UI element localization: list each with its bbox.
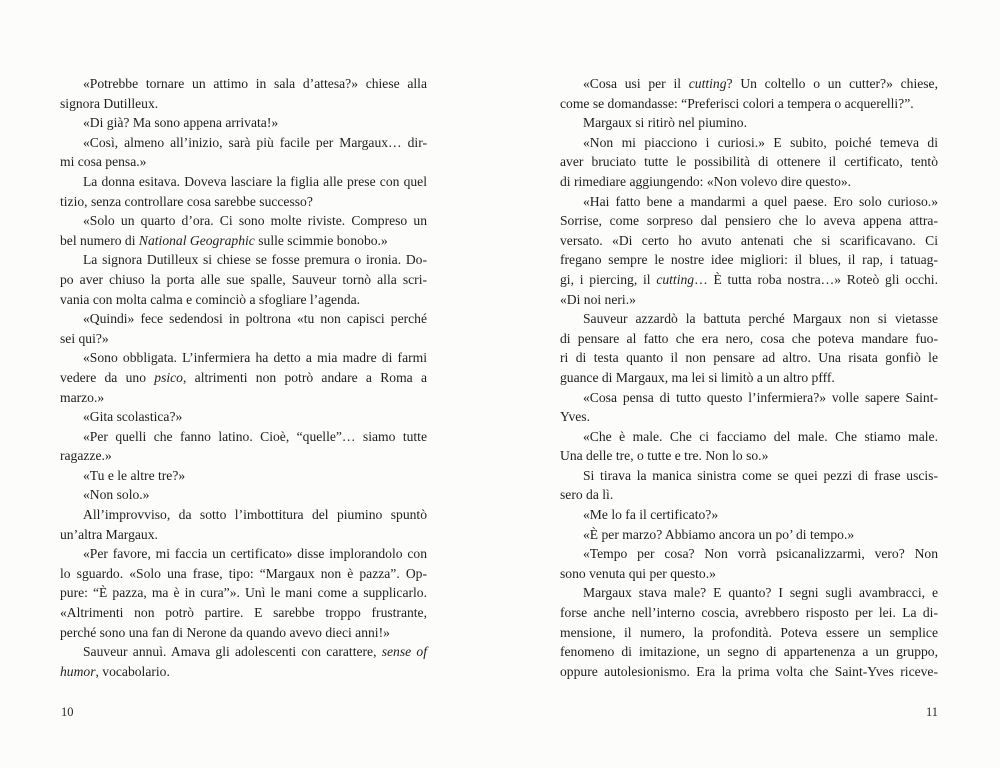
paragraph (560, 74, 938, 113)
text-line: «Me lo fa il certificato?» (583, 507, 719, 523)
text-line: signora Dutilleux. (60, 95, 159, 111)
paragraph (560, 466, 938, 505)
text-line: aver bruciato tutte le possibilità di ottenere il certificato, tentò (560, 154, 938, 170)
text-line: sono venuta qui per questo.» (560, 565, 716, 581)
paragraph (60, 250, 427, 309)
text-line: humor, vocabolario. (60, 663, 170, 679)
text-line: pure: “È pazza, ma è in cura”». Unì le mani come a supplicarlo. (60, 585, 427, 601)
paragraph (60, 211, 427, 250)
paragraph (60, 309, 427, 348)
text-line: di pensare al fatto che era nero, cosa che poteva mandare fuo- (560, 330, 938, 346)
text-line: gi, i piercing, il cutting… È tutta roba nostra…» Roteò gli occhi. (560, 271, 938, 287)
text-line: Yves. (560, 409, 590, 425)
paragraph (60, 427, 427, 466)
text-line: «Per favore, mi faccia un certificato» disse implorandolo con (83, 546, 427, 562)
book-page-left-text (60, 74, 427, 681)
text-line: versato. «Di certo ho avuto antenati che si scarificavano. Ci (560, 232, 938, 248)
text-line: guance di Margaux, ma lei si limitò a un altro pfff. (560, 369, 835, 385)
text-line: Margaux si ritirò nel piumino. (583, 115, 747, 131)
text-line: Sauveur azzardò la battuta perché Margaux non si vietasse (583, 311, 938, 327)
text-line: ragazze.» (60, 448, 112, 464)
text-line: Sauveur annuì. Amava gli adolescenti con carattere, sense of (83, 644, 428, 660)
paragraph (60, 348, 427, 407)
paragraph (560, 309, 938, 387)
text-line: Sorrise, come sorpreso dal pensiero che lo aveva appena attra- (560, 213, 938, 229)
paragraph (60, 485, 427, 505)
italic-text: sense of (381, 644, 428, 660)
text-line: un’altra Margaux. (60, 526, 158, 542)
text-line: «Cosa usi per il cutting? Un coltello o un cutter?» chiese, (583, 76, 938, 91)
text-line: «Potrebbe tornare un attimo in sala d’attesa?» chiese alla (83, 76, 427, 91)
text-line: fenomeno di imitazione, un segno di appartenenza a un gruppo, (560, 644, 938, 660)
paragraph (60, 113, 427, 133)
text-line: La donna esitava. Doveva lasciare la figlia alle prese con quel (83, 173, 427, 189)
text-line: «Tu e le altre tre?» (83, 467, 186, 483)
text-line: oppure autolesionismo. Era la prima volta che Saint-Yves riceve- (560, 663, 938, 679)
paragraph (560, 505, 938, 525)
italic-text: cutting (656, 271, 695, 287)
page-number-left: 10 (61, 705, 74, 719)
italic-text: psico (154, 369, 183, 385)
paragraph (560, 133, 938, 192)
text-line: po aver chiuso la porta alle sue spalle, Sauveur tornò alla scri- (60, 271, 427, 287)
text-line: perché sono una fan di Nerone da quando avevo dieci anni!» (60, 624, 390, 640)
paragraph (560, 388, 938, 427)
text-line: All’improvviso, da sotto l’imbottitura del piumino spuntò (83, 507, 427, 523)
italic-text: National Geographic (138, 232, 255, 248)
text-line: «Solo un quarto d’ora. Ci sono molte riviste. Compreso un (83, 213, 427, 229)
text-line: «Non solo.» (83, 487, 150, 503)
paragraph (60, 544, 427, 642)
paragraph (60, 505, 427, 544)
text-line: Una delle tre, o tutte e tre. Non lo so.» (560, 448, 769, 464)
text-line: come se domandasse: “Preferisci colori a tempera o acquerelli?”. (560, 95, 914, 111)
paragraph (60, 407, 427, 427)
paragraph (60, 642, 427, 681)
paragraph (560, 427, 938, 466)
text-line: «Per quelli che fanno latino. Cioè, “quelle”… siamo tutte (83, 428, 427, 444)
text-line: forse anche nell’interno coscia, avrebbero risposto per lei. La di- (560, 605, 938, 621)
text-line: vania con molta calma e cominciò a sfogliare l’agenda. (60, 291, 361, 307)
text-line: bel numero di National Geographic sulle scimmie bonobo.» (60, 232, 388, 248)
text-line: «Hai fatto bene a mandarmi a quel paese. Ero solo curioso.» (583, 193, 938, 209)
text-line: vedere da uno psico, altrimenti non potrò andare a Roma a (60, 369, 428, 385)
paragraph (60, 74, 427, 113)
text-line: mensione, il numero, la profondità. Poteva essere un semplice (560, 624, 938, 640)
paragraph (560, 583, 938, 681)
text-line: «Quindi» fece sedendosi in poltrona «tu non capisci perché (83, 311, 427, 327)
text-line: «È per marzo? Abbiamo ancora un po’ di tempo.» (583, 526, 855, 542)
text-line: «Sono obbligata. L’infermiera ha detto a mia madre di farmi (83, 350, 427, 366)
text-line: fregano sempre le nostre idee migliori: il blues, il rap, i tatuag- (560, 252, 938, 268)
paragraph (60, 172, 427, 211)
text-line: «Altrimenti non potrò partire. E sarebbe troppo frustrante, (60, 605, 427, 621)
text-line: di rimediare aggiungendo: «Non volevo dire questo». (560, 173, 852, 189)
text-line: sero da lì. (560, 487, 614, 503)
text-line: tizio, senza controllare cosa sarebbe successo? (60, 193, 313, 209)
text-line: «Tempo per cosa? Non vorrà psicanalizzarmi, vero? Non (583, 546, 938, 562)
text-line: mi cosa pensa.» (60, 154, 147, 170)
paragraph (60, 466, 427, 486)
italic-text: humor (60, 663, 96, 679)
paragraph (60, 133, 427, 172)
text-line: ri di testa quanto il non pensare ad altro. Una risata gonfiò le (560, 350, 938, 366)
text-line: «Cosa pensa di tutto questo l’infermiera?» volle sapere Saint- (583, 389, 938, 405)
text-line: Si tirava la manica sinistra come se quei pezzi di frase uscis- (583, 467, 938, 483)
book-page-right-text (560, 74, 938, 681)
text-line: «Così, almeno all’inizio, sarà più facile per Margaux… dir- (83, 134, 427, 150)
paragraph (560, 525, 938, 545)
text-line: «Di già? Ma sono appena arrivata!» (83, 115, 279, 131)
page-number-right: 11 (925, 705, 938, 719)
paragraph (560, 544, 938, 583)
text-line: marzo.» (60, 389, 105, 405)
italic-text: cutting (688, 76, 727, 91)
text-line: La signora Dutilleux si chiese se fosse premura o ironia. Do- (83, 252, 427, 268)
text-line: «Gita scolastica?» (83, 409, 183, 425)
text-line: «Che è male. Che ci facciamo del male. Che stiamo male. (583, 428, 938, 444)
text-line: lo sguardo. «Solo una frase, tipo: “Margaux non è pazza”. Op- (60, 565, 427, 581)
text-line: sei qui?» (60, 330, 109, 346)
paragraph (560, 192, 938, 310)
text-line: «Di noi neri.» (560, 291, 636, 307)
paragraph (560, 113, 938, 133)
text-line: «Non mi piacciono i curiosi.» E subito, poiché temeva di (583, 134, 938, 150)
text-line: Margaux stava male? E quanto? I segni sugli avambracci, e (583, 585, 938, 601)
